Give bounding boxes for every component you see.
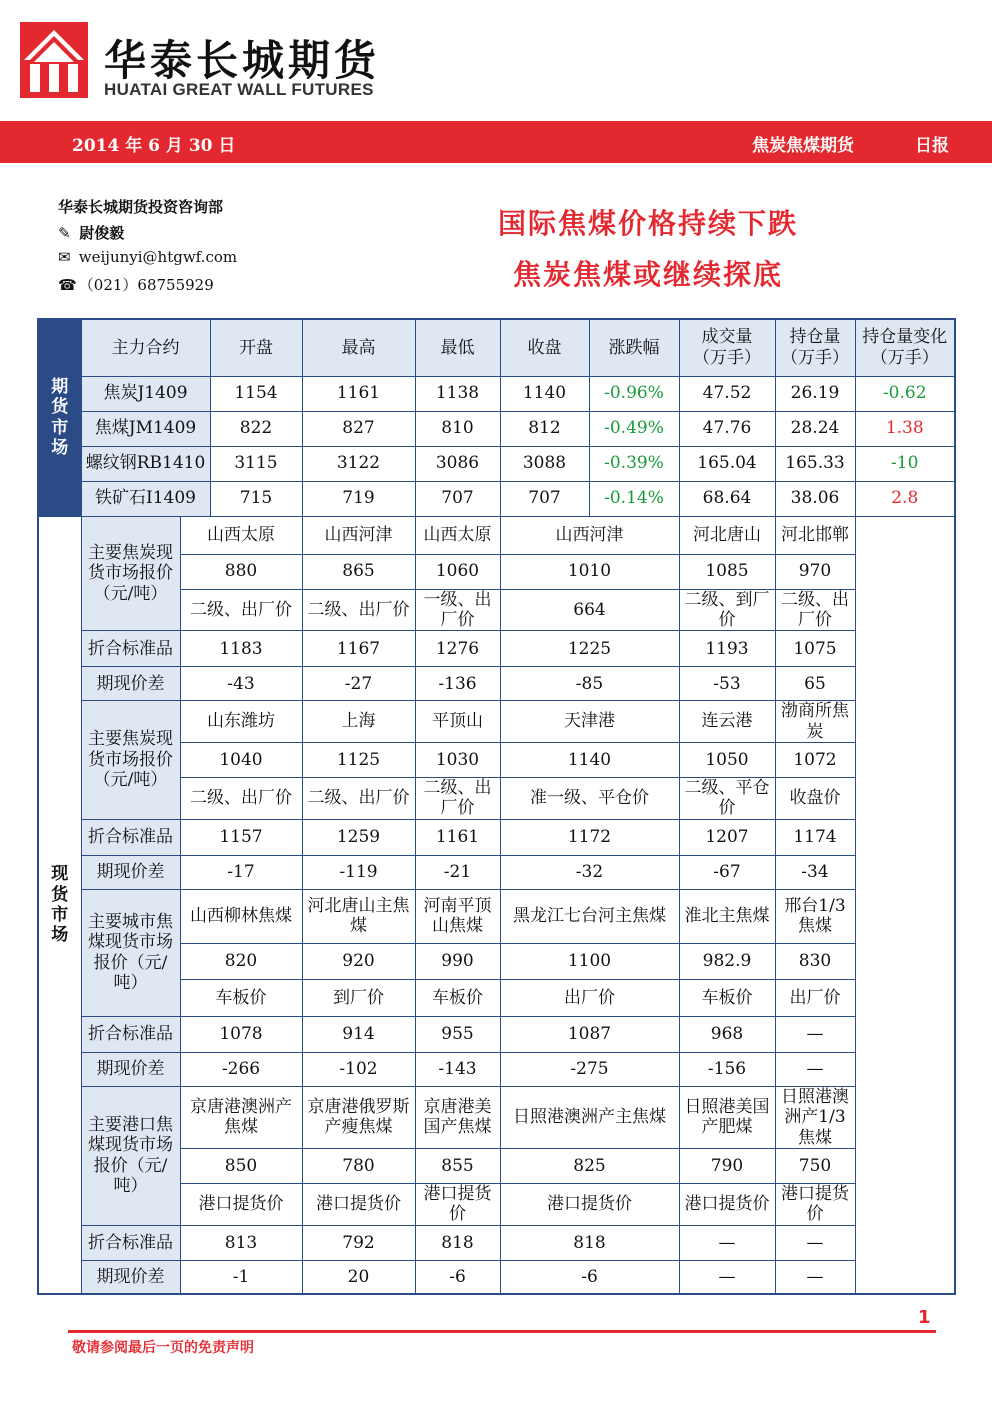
spot-location: 京唐港美国产焦煤 — [415, 1086, 500, 1148]
spot-std: 914 — [302, 1016, 415, 1052]
spot-group-label: 主要城市焦煤现货市场报价（元/吨） — [81, 889, 180, 1016]
spot-price: 830 — [775, 943, 855, 979]
spot-std-row — [38, 631, 955, 667]
contract-name: 焦煤JM1409 — [81, 411, 210, 446]
oi-change: 2.8 — [855, 481, 955, 516]
spot-basis: -1 — [180, 1260, 302, 1294]
spot-location: 山西河津 — [302, 516, 415, 554]
spot-spec: 收盘价 — [775, 778, 855, 820]
spot-location: 日照港澳洲产主焦煤 — [500, 1086, 679, 1148]
spot-section-label: 现 货 市 场 — [38, 516, 81, 1294]
spot-spec: 车板价 — [180, 979, 302, 1016]
headline-2: 焦炭焦煤或继续探底 — [513, 258, 784, 291]
spot-location: 渤商所焦炭 — [775, 701, 855, 743]
spot-location: 天津港 — [500, 701, 679, 743]
spot-std: 792 — [302, 1225, 415, 1260]
spot-basis: -32 — [500, 855, 679, 889]
page-number: 1 — [918, 1307, 931, 1328]
spot-location: 平顶山 — [415, 701, 500, 743]
spot-price: 970 — [775, 554, 855, 589]
basis-label: 期现价差 — [81, 1052, 180, 1086]
spot-std: 818 — [500, 1225, 679, 1260]
spot-basis-row — [38, 667, 955, 701]
volume: 165.04 — [679, 446, 775, 481]
spot-location-row — [38, 701, 955, 743]
change-pct: -0.39% — [589, 446, 679, 481]
analyst-phone: （021）68755929 — [78, 276, 214, 294]
std-label: 折合标准品 — [81, 1016, 180, 1052]
spot-location: 山西太原 — [415, 516, 500, 554]
basis-label: 期现价差 — [81, 1260, 180, 1294]
col-contract-header: 主力合约 — [81, 319, 210, 376]
spot-basis: -34 — [775, 855, 855, 889]
low-price: 707 — [415, 481, 500, 516]
spot-spec: 二级、出厂价 — [775, 589, 855, 631]
spot-price: 1100 — [500, 943, 679, 979]
spot-basis: — — [775, 1260, 855, 1294]
spot-std: 1167 — [302, 631, 415, 667]
spot-price: 780 — [302, 1149, 415, 1184]
spot-std: 1259 — [302, 819, 415, 855]
report-product: 焦炭焦煤期货 — [752, 136, 854, 156]
futures-section-label: 期 货 市 场 — [38, 319, 81, 516]
spot-std: 1087 — [500, 1016, 679, 1052]
high-price: 827 — [302, 411, 415, 446]
spot-group-label: 主要焦炭现货市场报价（元/吨） — [81, 701, 180, 820]
spot-spec: 车板价 — [679, 979, 775, 1016]
spot-price: 850 — [180, 1149, 302, 1184]
spot-location: 上海 — [302, 701, 415, 743]
spot-basis: -136 — [415, 667, 500, 701]
spot-basis: -156 — [679, 1052, 775, 1086]
spot-spec: 港口提货价 — [415, 1184, 500, 1226]
spot-std: 1174 — [775, 819, 855, 855]
spot-location: 邢台1/3焦煤 — [775, 889, 855, 943]
open-interest: 26.19 — [775, 376, 855, 411]
spot-basis: -27 — [302, 667, 415, 701]
spot-std: 1276 — [415, 631, 500, 667]
futures-row — [38, 376, 955, 411]
futures-row — [38, 481, 955, 516]
spot-std-row — [38, 1225, 955, 1260]
spot-basis: 65 — [775, 667, 855, 701]
spot-std: 1078 — [180, 1016, 302, 1052]
phone-icon: ☎ — [58, 276, 77, 294]
spot-std: 1225 — [500, 631, 679, 667]
col-oi-change-header: 持仓量变化 （万手） — [855, 319, 955, 376]
spot-group-label: 主要港口焦煤现货市场报价（元/吨） — [81, 1086, 180, 1225]
contract-name: 铁矿石I1409 — [81, 481, 210, 516]
spot-std: 968 — [679, 1016, 775, 1052]
col-volume-header: 成交量 （万手） — [679, 319, 775, 376]
spot-location: 连云港 — [679, 701, 775, 743]
spot-spec: 到厂价 — [302, 979, 415, 1016]
spot-location: 日照港澳洲产1/3焦煤 — [775, 1086, 855, 1148]
spot-price: 990 — [415, 943, 500, 979]
spot-location-row — [38, 516, 955, 554]
volume: 68.64 — [679, 481, 775, 516]
report-type: 日报 — [915, 136, 949, 156]
spot-location: 日照港美国产肥煤 — [679, 1086, 775, 1148]
analyst-email[interactable]: weijunyi@htgwf.com — [78, 248, 238, 266]
spot-location: 河北邯郸 — [775, 516, 855, 554]
oi-change: -0.62 — [855, 376, 955, 411]
spot-basis: -275 — [500, 1052, 679, 1086]
col-change-header: 涨跌幅 — [589, 319, 679, 376]
spot-basis: -266 — [180, 1052, 302, 1086]
col-oi-header: 持仓量 （万手） — [775, 319, 855, 376]
low-price: 1138 — [415, 376, 500, 411]
spot-spec: 港口提货价 — [679, 1184, 775, 1226]
spot-std: 1075 — [775, 631, 855, 667]
contract-name: 螺纹钢RB1410 — [81, 446, 210, 481]
spot-location-row — [38, 1086, 955, 1148]
spot-price: 790 — [679, 1149, 775, 1184]
close-price: 812 — [500, 411, 589, 446]
company-logo-mark — [20, 22, 88, 98]
spot-spec: 二级、出厂价 — [415, 778, 500, 820]
spot-std: — — [679, 1225, 775, 1260]
spot-spec: 二级、出厂价 — [180, 589, 302, 631]
futures-header-row — [38, 319, 955, 376]
spot-price: 1085 — [679, 554, 775, 589]
spot-spec: 港口提货价 — [500, 1184, 679, 1226]
col-close-header: 收盘 — [500, 319, 589, 376]
spot-spec: 二级、出厂价 — [302, 589, 415, 631]
std-label: 折合标准品 — [81, 819, 180, 855]
spot-price: 825 — [500, 1149, 679, 1184]
spot-spec: 二级、出厂价 — [302, 778, 415, 820]
spot-price: 750 — [775, 1149, 855, 1184]
spot-std: 1172 — [500, 819, 679, 855]
spot-price: 1140 — [500, 743, 679, 778]
oi-change: 1.38 — [855, 411, 955, 446]
spot-basis: -85 — [500, 667, 679, 701]
col-high-header: 最高 — [302, 319, 415, 376]
spot-location: 河南平顶山焦煤 — [415, 889, 500, 943]
analyst-name: 尉俊毅 — [79, 224, 125, 242]
spot-spec: 一级、出厂价 — [415, 589, 500, 631]
spot-price: 1040 — [180, 743, 302, 778]
spot-basis: -143 — [415, 1052, 500, 1086]
spot-location: 黑龙江七台河主焦煤 — [500, 889, 679, 943]
brand-name-en: HUATAI GREAT WALL FUTURES — [104, 80, 374, 99]
spot-spec: 664 — [500, 589, 679, 631]
spot-price: 1030 — [415, 743, 500, 778]
spot-spec: 车板价 — [415, 979, 500, 1016]
contract-name: 焦炭J1409 — [81, 376, 210, 411]
spot-basis: -102 — [302, 1052, 415, 1086]
volume: 47.52 — [679, 376, 775, 411]
spot-location: 山西河津 — [500, 516, 679, 554]
spot-basis: -6 — [500, 1260, 679, 1294]
spot-spec: 二级、出厂价 — [180, 778, 302, 820]
spot-std: 1183 — [180, 631, 302, 667]
spot-location: 京唐港俄罗斯产瘦焦煤 — [302, 1086, 415, 1148]
spot-std: 1193 — [679, 631, 775, 667]
report-date: 2014 年 6 月 30 日 — [72, 136, 236, 156]
spot-price: 1050 — [679, 743, 775, 778]
spot-location: 河北唐山主焦煤 — [302, 889, 415, 943]
disclaimer-note[interactable]: 敬请参阅最后一页的免责声明 — [72, 1340, 254, 1356]
spot-basis: 20 — [302, 1260, 415, 1294]
std-label: 折合标准品 — [81, 631, 180, 667]
contact-phone-row — [58, 274, 214, 295]
high-price: 719 — [302, 481, 415, 516]
spot-std: 1207 — [679, 819, 775, 855]
volume: 47.76 — [679, 411, 775, 446]
spot-location: 山西柳林焦煤 — [180, 889, 302, 943]
open-price: 1154 — [210, 376, 302, 411]
spot-basis: -119 — [302, 855, 415, 889]
open-price: 3115 — [210, 446, 302, 481]
futures-row — [38, 411, 955, 446]
spot-basis-row — [38, 1260, 955, 1294]
contact-email-row — [58, 248, 237, 266]
headline-1: 国际焦煤价格持续下跌 — [498, 207, 799, 240]
std-label: 折合标准品 — [81, 1225, 180, 1260]
spot-basis: -17 — [180, 855, 302, 889]
report-banner — [0, 121, 992, 163]
change-pct: -0.14% — [589, 481, 679, 516]
contact-name-row — [58, 222, 124, 243]
spot-basis: -21 — [415, 855, 500, 889]
spot-location: 淮北主焦煤 — [679, 889, 775, 943]
oi-change: -10 — [855, 446, 955, 481]
spot-price: 920 — [302, 943, 415, 979]
spot-location: 山西太原 — [180, 516, 302, 554]
spot-std: — — [775, 1016, 855, 1052]
spot-price: 865 — [302, 554, 415, 589]
high-price: 3122 — [302, 446, 415, 481]
spot-price: 1010 — [500, 554, 679, 589]
spot-price: 1060 — [415, 554, 500, 589]
spot-spec: 二级、到厂价 — [679, 589, 775, 631]
open-interest: 165.33 — [775, 446, 855, 481]
spot-basis: -43 — [180, 667, 302, 701]
brand-name-cn: 华泰长城期货 — [104, 36, 381, 85]
spot-spec: 准一级、平仓价 — [500, 778, 679, 820]
col-open-header: 开盘 — [210, 319, 302, 376]
spot-price: 1072 — [775, 743, 855, 778]
spot-std: 1161 — [415, 819, 500, 855]
spot-price: 880 — [180, 554, 302, 589]
high-price: 1161 — [302, 376, 415, 411]
open-price: 715 — [210, 481, 302, 516]
spot-location: 山东潍坊 — [180, 701, 302, 743]
footer-divider — [68, 1330, 936, 1333]
spot-price: 1125 — [302, 743, 415, 778]
spot-location: 京唐港澳洲产焦煤 — [180, 1086, 302, 1148]
basis-label: 期现价差 — [81, 667, 180, 701]
spot-location-row — [38, 889, 955, 943]
close-price: 3088 — [500, 446, 589, 481]
spot-basis: — — [679, 1260, 775, 1294]
spot-spec: 出厂价 — [500, 979, 679, 1016]
spot-basis: -67 — [679, 855, 775, 889]
spot-basis: -6 — [415, 1260, 500, 1294]
mail-icon: ✉ — [58, 248, 71, 266]
edit-icon: ✎ — [58, 224, 71, 242]
spot-group-label: 主要焦炭现货市场报价（元/吨） — [81, 516, 180, 631]
open-price: 822 — [210, 411, 302, 446]
spot-basis: -53 — [679, 667, 775, 701]
spot-std: 813 — [180, 1225, 302, 1260]
spot-basis-row — [38, 1052, 955, 1086]
spot-spec: 港口提货价 — [180, 1184, 302, 1226]
spot-basis-row — [38, 855, 955, 889]
close-price: 1140 — [500, 376, 589, 411]
close-price: 707 — [500, 481, 589, 516]
low-price: 810 — [415, 411, 500, 446]
spot-std-row — [38, 1016, 955, 1052]
spot-price: 855 — [415, 1149, 500, 1184]
spot-std: 818 — [415, 1225, 500, 1260]
contact-department: 华泰长城期货投资咨询部 — [58, 198, 224, 216]
spot-price: 982.9 — [679, 943, 775, 979]
spot-spec: 港口提货价 — [775, 1184, 855, 1226]
open-interest: 38.06 — [775, 481, 855, 516]
basis-label: 期现价差 — [81, 855, 180, 889]
spot-spec: 二级、平仓价 — [679, 778, 775, 820]
spot-std: — — [775, 1225, 855, 1260]
spot-std-row — [38, 819, 955, 855]
market-data-table — [37, 318, 956, 1295]
change-pct: -0.49% — [589, 411, 679, 446]
spot-std: 1157 — [180, 819, 302, 855]
col-low-header: 最低 — [415, 319, 500, 376]
spot-std: 955 — [415, 1016, 500, 1052]
change-pct: -0.96% — [589, 376, 679, 411]
low-price: 3086 — [415, 446, 500, 481]
spot-location: 河北唐山 — [679, 516, 775, 554]
spot-spec: 港口提货价 — [302, 1184, 415, 1226]
spot-price: 820 — [180, 943, 302, 979]
spot-basis: — — [775, 1052, 855, 1086]
futures-row — [38, 446, 955, 481]
open-interest: 28.24 — [775, 411, 855, 446]
spot-spec: 出厂价 — [775, 979, 855, 1016]
